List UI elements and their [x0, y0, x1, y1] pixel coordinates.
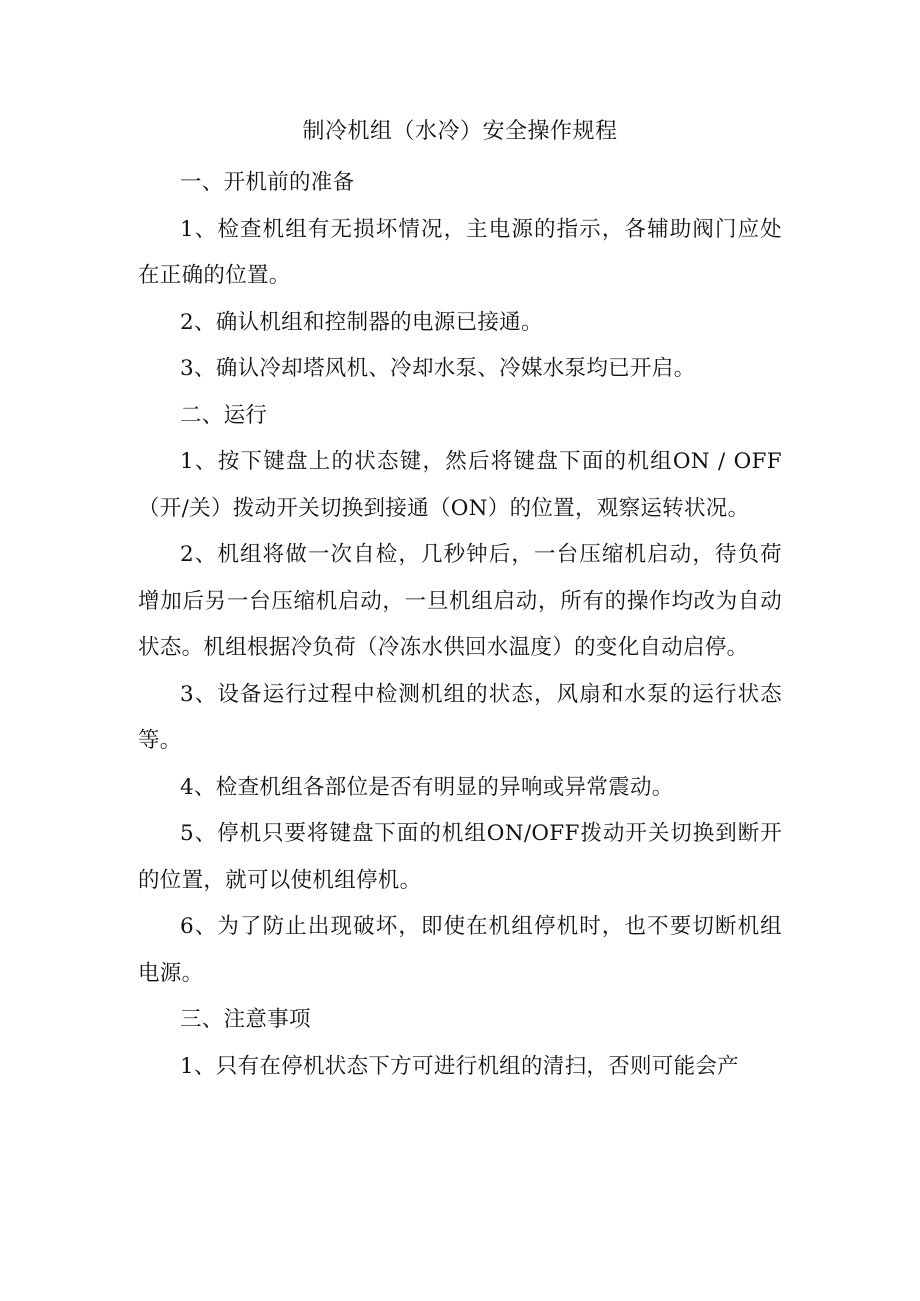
paragraph: 6、为了防止出现破坏，即使在机组停机时，也不要切断机组电源。: [138, 914, 782, 986]
document-title: 制冷机组（水冷）安全操作规程: [302, 119, 618, 144]
paragraph: 1、只有在停机状态下方可进行机组的清扫，否则可能会产: [180, 1053, 739, 1079]
paragraph: 2、确认机组和控制器的电源已接通。: [180, 309, 543, 335]
paragraph: 5、停机只要将键盘下面的机组ON/OFF拨动开关切换到断开的位置，就可以使机组停机。: [138, 821, 782, 893]
paragraph: 1、检查机组有无损坏情况，主电源的指示，各辅助阀门应处在正确的位置。: [138, 216, 782, 288]
section-heading-operation: 二、运行: [180, 402, 268, 428]
section-heading-notes: 三、注意事项: [180, 1007, 311, 1032]
section-heading-preparation: 一、开机前的准备: [180, 170, 355, 195]
paragraph: 4、检查机组各部位是否有明显的异响或异常震动。: [180, 774, 674, 800]
document-body: [138, 160, 782, 1090]
paragraph: 3、确认冷却塔风机、冷却水泵、冷媒水泵均已开启。: [180, 356, 696, 381]
paragraph: 2、机组将做一次自检，几秒钟后，一台压缩机启动，待负荷增加后另一台压缩机启动，一旦机组启动，所有的操作均改为自动状态。机组根据冷负荷（冷冻水供回水温度）的变化自动启停。: [138, 542, 782, 660]
paragraph: 1、按下键盘上的状态键，然后将键盘下面的机组ON / OFF（开/关）拨动开关切换到接通（ON）的位置，观察运转状况。: [138, 449, 782, 521]
paragraph: 3、设备运行过程中检测机组的状态，风扇和水泵的运行状态等。: [138, 681, 782, 753]
